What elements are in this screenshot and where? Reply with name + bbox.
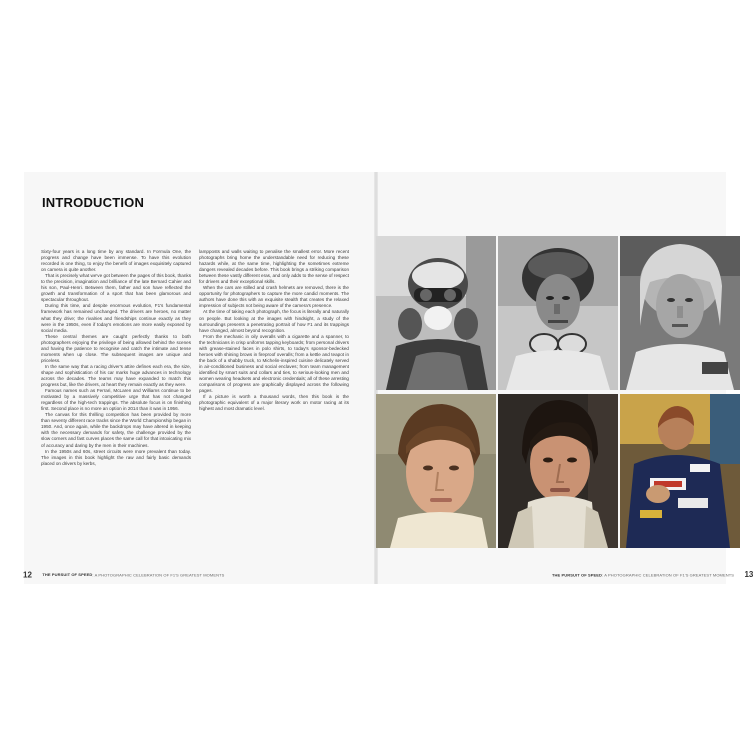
paragraph: lampposts and walls waiting to penalise the smallest error. More recent photographs bring home the understandable need for reducing these hazards while, at the same time, highlighting the sometimes extreme dangers revealed decades before. This book brings a striking comparison between these vastly different eras, and only adds to the sense of respect for drivers and their exceptional skills.	[199, 249, 349, 285]
photo-driver-overalls	[620, 394, 740, 548]
photo-driver-scarf	[498, 394, 618, 548]
paragraph: If a picture is worth a thousand words, then this book is the photographic equivalent of a major literary work on motor racing at its highest and most dramatic level.	[199, 394, 349, 412]
paragraph: In the same way that a racing driver's attire defines each era, the size, shape and sophistication of his car marks huge advances in technology across the decades. The teams may have expanded to match this progress but, like the drivers, at heart they remain exactly as they were.	[41, 363, 191, 388]
photo-grid	[376, 236, 742, 548]
photo-driver-color-closeup	[376, 394, 496, 548]
paragraph: That is precisely what we've got between the pages of this book, thanks to the precision, imagination and brilliance of the late Bernard Cahier and his son, Paul-Henri. Between them, father and son have reflected the growth and transformation of a sport that has been glamorous and spectacular throughout.	[41, 273, 191, 303]
running-title: THE PURSUIT OF SPEED	[42, 572, 93, 578]
running-subtitle: : A PHOTOGRAPHIC CELEBRATION OF F1'S GREATEST MOMENTS	[602, 572, 735, 578]
running-subtitle: : A PHOTOGRAPHIC CELEBRATION OF F1'S GREATEST MOMENTS	[92, 572, 225, 578]
photo-driver-open-helmet	[498, 236, 618, 390]
driver-portrait-icon	[376, 236, 496, 390]
page-number: 13	[744, 570, 753, 580]
paragraph: From the mechanic in oily overalls with a cigarette and a spanner, to the technicians in crisp uniforms tapping keyboards; from personal drivers with grease-stained faces in polo shirts, to today's sponsor-bedecked heroes with shining brows in fireproof overalls; from a kettle and teapot in the back of a shabby truck, to Michelin-inspired cuisine delicately served in air-conditioned business and social enclaves; from team management identified by smart suits and collars and ties, to serious-looking men and women wearing headsets and electronic credentials; all of these arresting comparisons of progress are graphically displayed across the following pages.	[199, 333, 349, 394]
paragraph: When the cars are stilled and crash helmets are removed, there is the opportunity for photographers to capture the more candid moments. The authors have done this with an exquisite stealth that creates the relaxed impression of subjects not being aware of the camera's presence.	[199, 285, 349, 309]
page-title: INTRODUCTION	[42, 195, 145, 210]
paragraph: In the 1950s and 60s, street circuits were more prevalent than today. The images in this book highlight the raw and fairly basic demands placed on drivers by kerbs,	[41, 448, 191, 466]
driver-portrait-icon	[376, 394, 496, 548]
text-column-1	[41, 249, 191, 467]
paragraph: Famous names such as Ferrari, McLaren and Williams continue to be motivated by a massively competitive urge that has not changed regardless of the high-tech trappings. The absolute focus is on finishing first. Second place is no more an option in 2014 than it was in 1956.	[41, 388, 191, 412]
photo-driver-helmet-goggles	[376, 236, 496, 390]
page-number: 12	[23, 570, 32, 580]
driver-portrait-icon	[620, 394, 740, 548]
paragraph: At the time of taking each photograph, the focus is literally and naturally on people. But looking at the images with hindsight, a study of the surroundings presents a penetrating portrait of how F1 and its trappings have changed, almost beyond recognition.	[199, 309, 349, 333]
paragraph: Sixty-four years is a long time by any standard. In Formula One, the progress and change have been immense. To have this evolution recorded is one thing, to enjoy the benefit of images exquisitely captured on camera is quite another.	[41, 249, 191, 273]
driver-portrait-icon	[498, 394, 618, 548]
paragraph: During this time, and despite enormous evolution, F1's fundamental framework has remained unchanged. The drivers are heroes, no matter what they drive; the rivalries and friendships continue exactly as they were in the 1950s, even if today's emotions are more easily exposed by social media.	[41, 303, 191, 333]
driver-portrait-icon	[620, 236, 740, 390]
footer-right	[552, 566, 753, 580]
paragraph: The canvas for this thrilling competition has been provided by more than seventy different race tracks since the World Championship began in 1950. And, once again, while the backdrops may have altered in keeping with the necessary demands for safety, the challenge provided by the slow corners and fast curves places the same call for that intoxicating mix of accuracy and daring by the men in their machines.	[41, 412, 191, 448]
text-column-2	[199, 249, 349, 412]
photo-driver-long-hair	[620, 236, 740, 390]
driver-portrait-icon	[498, 236, 618, 390]
footer-left	[23, 566, 225, 580]
paragraph: These central themes are caught perfectly thanks to both photographers enjoying the privilege of being allowed behind the scenes and having the patience to recognise and catch the intimate and tense moments when up close. The subsequent images are unique and priceless.	[41, 333, 191, 363]
running-title: THE PURSUIT OF SPEED	[552, 572, 603, 578]
